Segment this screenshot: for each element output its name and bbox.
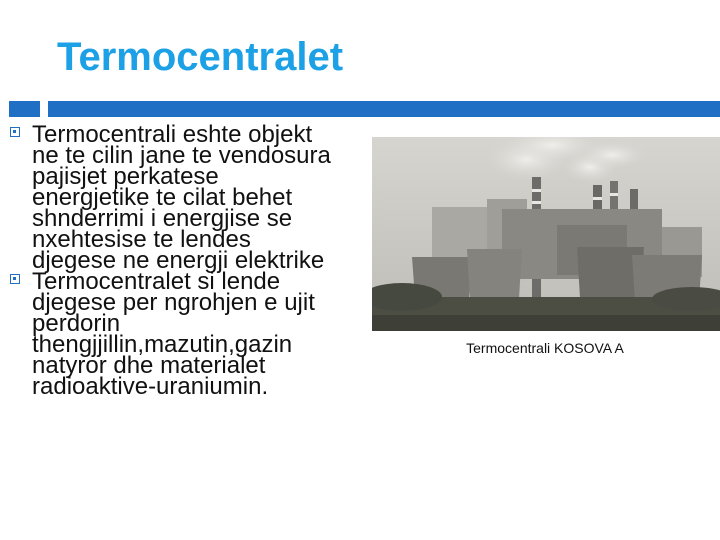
- accent-bar: [48, 101, 720, 117]
- bullet-line: perdorin: [32, 310, 121, 337]
- bullet-line: energjetike te cilat behet: [32, 184, 293, 211]
- photo-caption: Termocentrali KOSOVA A: [466, 340, 624, 356]
- power-plant-photo: [372, 137, 720, 331]
- bullet-item: [0, 121, 380, 274]
- bullet-line: nxehtesise te lendes: [32, 226, 251, 253]
- square-bullet-icon: [10, 127, 20, 137]
- bullet-item: [0, 268, 380, 400]
- bullet-line: djegese per ngrohjen e ujit: [32, 289, 315, 316]
- bullet-line: Termocentralet si lende: [32, 268, 281, 295]
- slide-title: Termocentralet: [57, 35, 344, 79]
- accent-square: [9, 101, 40, 117]
- bullet-line: djegese ne energji elektrike: [32, 247, 325, 274]
- bullet-line: natyror dhe materialet: [32, 352, 266, 379]
- bullet-line: shnderrimi i energjise se: [32, 205, 293, 232]
- bullet-line: Termocentrali eshte objekt: [32, 121, 313, 148]
- square-bullet-icon: [10, 274, 20, 284]
- bullet-line: radioaktive-uraniumin.: [32, 373, 269, 400]
- bullet-line: thengjjillin,mazutin,gazin: [32, 331, 293, 358]
- bullet-line: pajisjet perkatese: [32, 163, 219, 190]
- bullet-line: ne te cilin jane te vendosura: [32, 142, 331, 169]
- bullet-list: [0, 121, 380, 400]
